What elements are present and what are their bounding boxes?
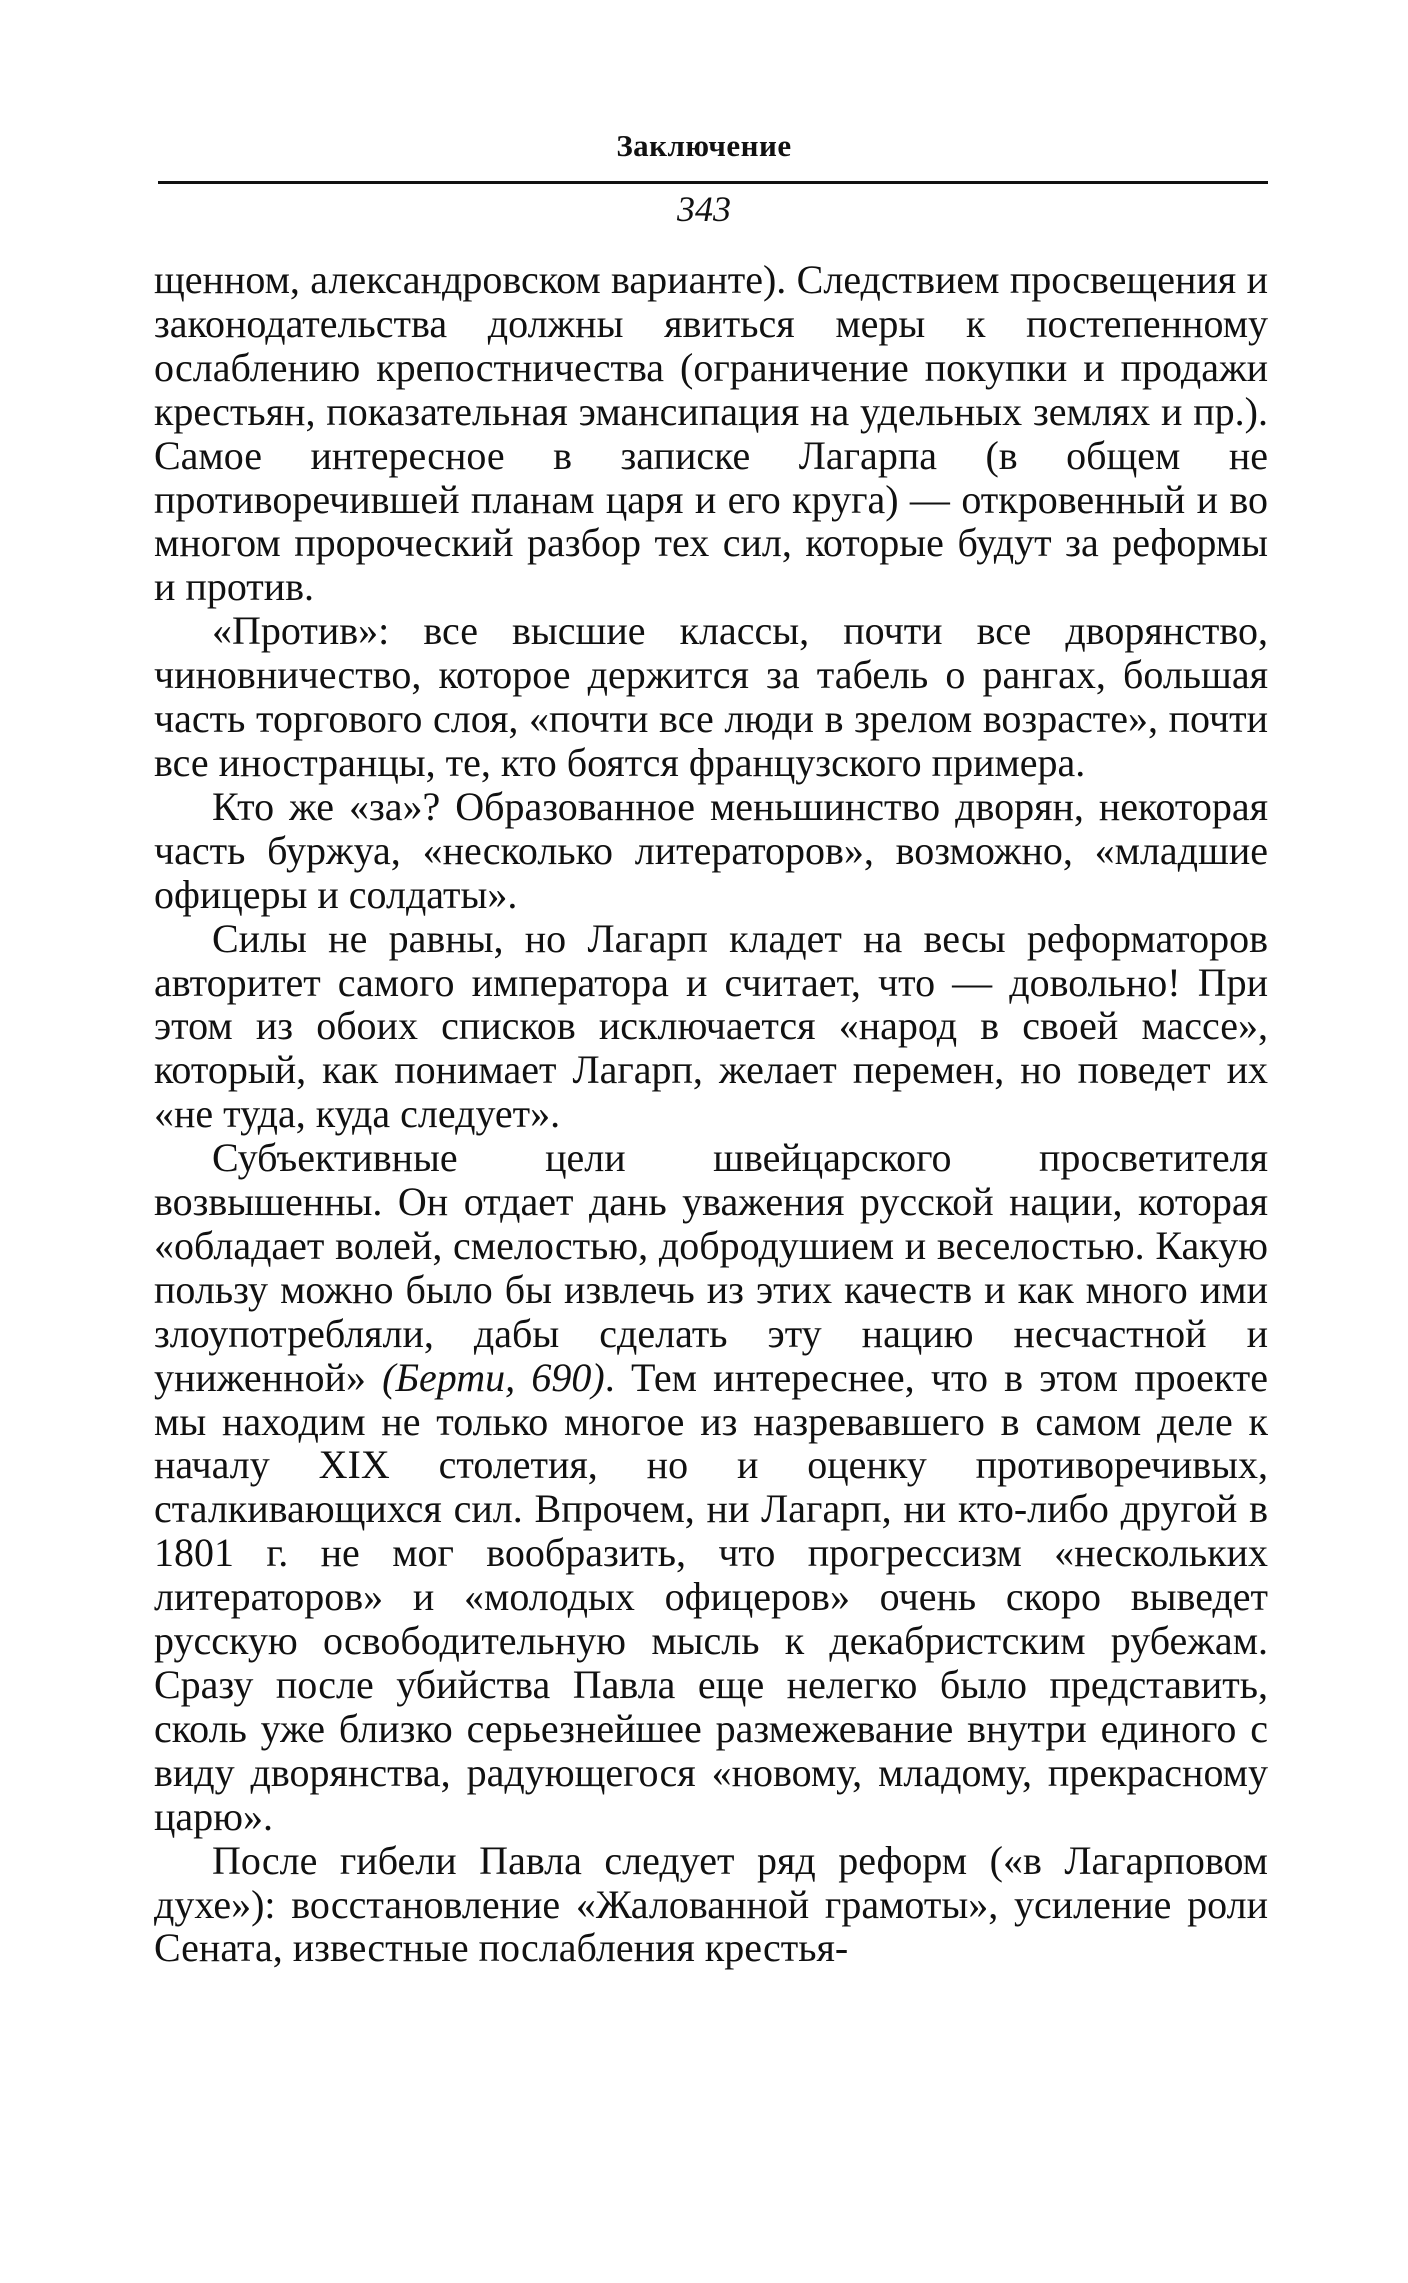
body-text: [154, 258, 1268, 1970]
header-rule: [158, 181, 1268, 184]
paragraph-goals: [154, 1136, 1268, 1839]
paragraph-for: Кто же «за»? Образованное меньшинство дворян, некоторая часть буржуа, «несколько литераторов», возможно, «младшие офицеры и солдаты».: [154, 783, 1268, 917]
paragraph-continuation: щенном, александровском варианте). Следствием просвещения и законодательства должны явиться меры к постепенному ослаблению крепостничества (ограничение покупки и продажи крестьян, показательная эмансипация на удельных землях и пр.). Самое интересное в записке Лагарпа (в общем не противоречившей планам царя и его круга) — откровенный и во многом пророческий разбор тех сил, которые будут за реформы и против.: [154, 257, 1268, 610]
paragraph-reforms: После гибели Павла следует ряд реформ («в Лагарповом духе»): восстановление «Жалованной грамоты», усиление роли Сената, известные послабления крестья-: [154, 1837, 1268, 1971]
citation: (Берти, 690): [382, 1354, 605, 1400]
paragraph-against: «Против»: все высшие классы, почти все дворянство, чиновничество, которое держится за табель о рангах, большая часть торгового слоя, «почти все люди в зрелом возрасте», почти все иностранцы, те, кто боятся французского примера.: [154, 608, 1268, 785]
paragraph-forces: Силы не равны, но Лагарп кладет на весы реформаторов авторитет самого императора и считает, что — довольно! При этом из обоих списков исключается «народ в своей массе», который, как понимает Лагарп, желает перемен, но поведет их «не туда, куда следует».: [154, 915, 1268, 1137]
page-number: 343: [677, 189, 731, 229]
paragraph-goals-text-after: . Тем интереснее, что в этом проекте мы находим не только многое из назревавшего в самом деле к началу XIX столетия, но и оценку противоречивых, сталкивающихся сил. Впрочем, ни Лагарп, ни кто-либо другой в 1801 г. не мог вообразить, что прогрессизм «нескольких литераторов» и «молодых офицеров» очень скоро выведет русскую освободительную мысль к декабристским рубежам. Сразу после убийства Павла еще нелегко было представить, сколь уже близко серьезнейшее размежевание внутри единого с виду дворянства, радующегося «новому, младому, прекрасному царю».: [154, 1354, 1268, 1839]
paragraph-goals-text-before: Субъективные цели швейцарского просветителя возвышенны. Он отдает дань уважения русской нации, которая «обладает волей, смелостью, добродушием и веселостью. Какую пользу можно было бы извлечь из этих качеств и как много ими злоупотребляли, дабы сделать эту нацию несчастной и униженной»: [154, 1135, 1268, 1400]
running-head: Заключение: [616, 128, 792, 163]
